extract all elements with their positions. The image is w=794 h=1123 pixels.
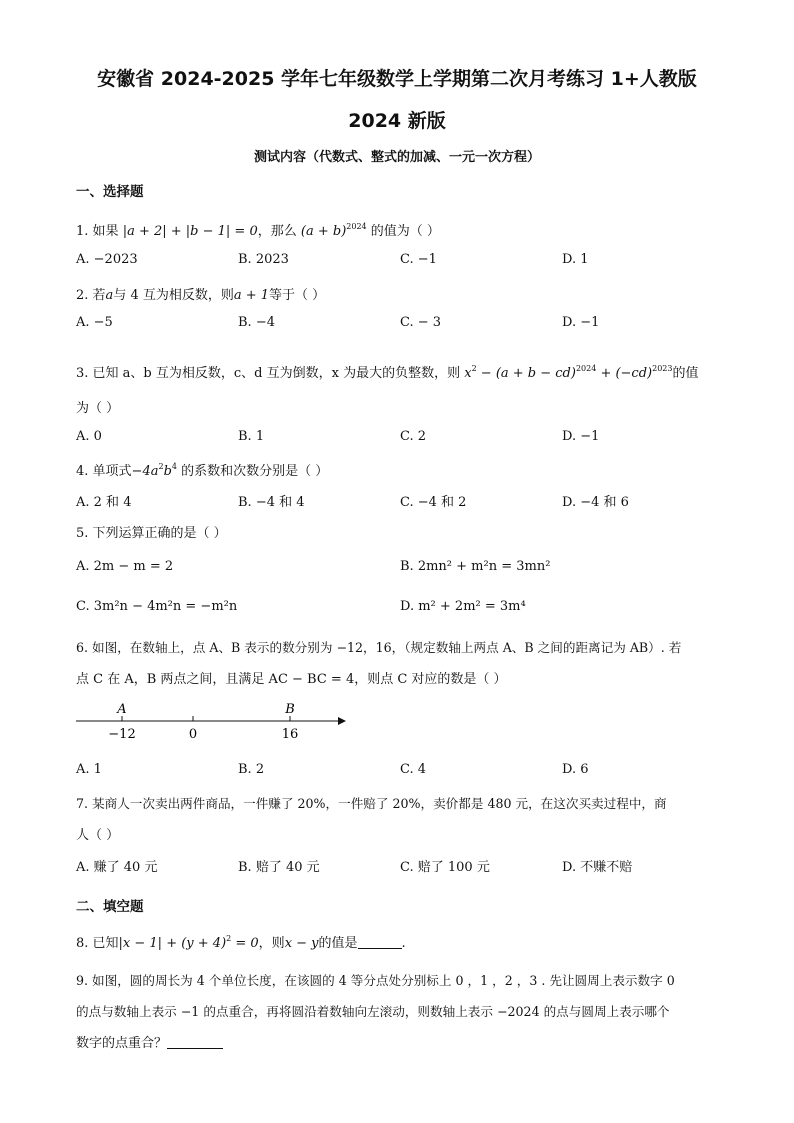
q1-expression-formula: $(a + b)^{2024}$ <box>300 222 367 239</box>
question-1 <box>76 220 440 239</box>
q8-text-d: . <box>401 936 406 951</box>
q5-option-a: A. 2m − m = 2 <box>76 559 174 574</box>
question-9-line2: 的点与数轴上表示 −1 的点重合，再将圆沿着数轴向左滚动，则数轴上表示 −2024 的点与圆周上表示哪个 <box>76 1004 670 1019</box>
q3-option-a: A. 0 <box>76 429 102 444</box>
q8-text-c: 的值是 <box>318 936 358 951</box>
q5-option-b: B. 2mn² + m²n = 3mn² <box>400 559 551 574</box>
tick-zero-label: 0 <box>188 727 198 742</box>
q9-line3-text: 数字的点重合？ <box>76 1036 168 1051</box>
question-6-line2: 点 C 在 A，B 两点之间，且满足 AC − BC = 4，则点 C 对应的数是（ ） <box>76 672 507 687</box>
q1-option-b: B. 2023 <box>238 252 289 267</box>
question-9-line1: 9. 如图，圆的周长为 4 个单位长度，在该圆的 4 等分点处分别标上 0 ，1 ，2 ，3 . 先让圆周上表示数字 0 <box>76 973 675 988</box>
q4-text-a: 4. 单项式 <box>76 464 132 479</box>
section-fill-heading: 二、填空题 <box>76 899 144 915</box>
page-title-line1: 安徽省 2024-2025 学年七年级数学上学期第二次月考练习 1+人教版 <box>97 68 697 90</box>
q4-option-d: D. −4 和 6 <box>562 495 629 510</box>
question-9-line3 <box>76 1032 223 1051</box>
q3-option-c: C. 2 <box>400 429 427 444</box>
q5-option-c: C. 3m²n − 4m²n = −m²n <box>76 599 238 614</box>
question-8 <box>76 932 406 951</box>
point-a-label: A <box>117 702 127 717</box>
q2-option-b: B. −4 <box>238 315 275 330</box>
question-6-line1: 6. 如图，在数轴上，点 A、B 表示的数分别为 −12，16，（规定数轴上两点 A、B 之间的距离记为 AB）. 若 <box>76 640 682 655</box>
question-4 <box>76 460 328 479</box>
q1-option-d: D. 1 <box>562 252 589 267</box>
q6-option-a: A. 1 <box>76 762 102 777</box>
q3-line1: 3. 已知 a、b 互为相反数，c、d 互为倒数，x 为最大的负整数，则 <box>76 366 461 381</box>
tick-a-label: −12 <box>108 727 136 742</box>
question-3-line1 <box>76 362 698 381</box>
q8-text-b: ，则 <box>258 936 285 951</box>
section-choice-heading: 一、选择题 <box>76 184 144 200</box>
q1-mid: ，那么 <box>257 224 297 239</box>
q8-answer-blank <box>358 936 402 949</box>
q2-text-a: 2. 若 <box>76 288 106 303</box>
question-7-line2: 人（ ） <box>76 828 120 843</box>
q7-option-a: A. 赚了 40 元 <box>76 860 158 875</box>
question-7-line1: 7. 某商人一次卖出两件商品，一件赚了 20%，一件赔了 20%，卖价都是 480 元，在这次买卖过程中，商 <box>76 796 667 811</box>
q8-expr: x − y <box>284 936 319 951</box>
q2-option-d: D. −1 <box>562 315 600 330</box>
q2-option-c: C. − 3 <box>400 315 442 330</box>
q8-condition-formula: $|x - 1| + (y + 4)^2 = 0$ <box>118 934 259 951</box>
q1-option-a: A. −2023 <box>76 252 138 267</box>
q5-option-d: D. m² + 2m² = 3m⁴ <box>400 599 526 614</box>
q7-option-d: D. 不赚不赔 <box>562 860 633 875</box>
q2-text-c: 等于（ ） <box>269 288 326 303</box>
page-title-line2: 2024 新版 <box>348 110 446 132</box>
page-subtitle: 测试内容（代数式、整式的加减、一元一次方程） <box>253 150 540 165</box>
question-3-line2: 为（ ） <box>76 401 120 416</box>
q6-option-b: B. 2 <box>238 762 265 777</box>
q7-option-c: C. 赔了 100 元 <box>400 860 490 875</box>
number-line-figure <box>76 700 356 750</box>
q1-option-c: C. −1 <box>400 252 437 267</box>
point-b-label: B <box>285 702 295 717</box>
question-2 <box>76 284 325 303</box>
question-5: 5. 下列运算正确的是（ ） <box>76 526 227 541</box>
q9-answer-blank <box>167 1036 223 1049</box>
q2-expr: a + 1 <box>233 288 270 303</box>
q4-option-b: B. −4 和 4 <box>238 495 305 510</box>
q3-line1-end: 的值 <box>672 366 699 381</box>
q3-formula: $x^2 - (a + b - cd)^{2024} + (-cd)^{2023}$ <box>464 364 673 381</box>
q4-monomial: $-4a^2b^4$ <box>131 462 177 479</box>
q1-suffix: 的值为（ ） <box>370 224 440 239</box>
q3-option-d: D. −1 <box>562 429 600 444</box>
q6-option-d: D. 6 <box>562 762 589 777</box>
q2-var-a: a <box>105 288 114 303</box>
q7-option-b: B. 赔了 40 元 <box>238 860 320 875</box>
q3-option-b: B. 1 <box>238 429 265 444</box>
q8-text-a: 8. 已知 <box>76 936 119 951</box>
q4-option-c: C. −4 和 2 <box>400 495 467 510</box>
q1-condition-formula: |a + 2| + |b − 1| = 0 <box>122 224 258 239</box>
q4-option-a: A. 2 和 4 <box>76 495 132 510</box>
q1-prefix: 1. 如果 <box>76 224 119 239</box>
tick-b-label: 16 <box>281 727 299 742</box>
q2-option-a: A. −5 <box>76 315 113 330</box>
q4-text-b: 的系数和次数分别是（ ） <box>181 464 329 479</box>
number-line-arrow <box>338 717 346 725</box>
q2-text-b: 与 4 互为相反数，则 <box>113 288 234 303</box>
q6-option-c: C. 4 <box>400 762 427 777</box>
